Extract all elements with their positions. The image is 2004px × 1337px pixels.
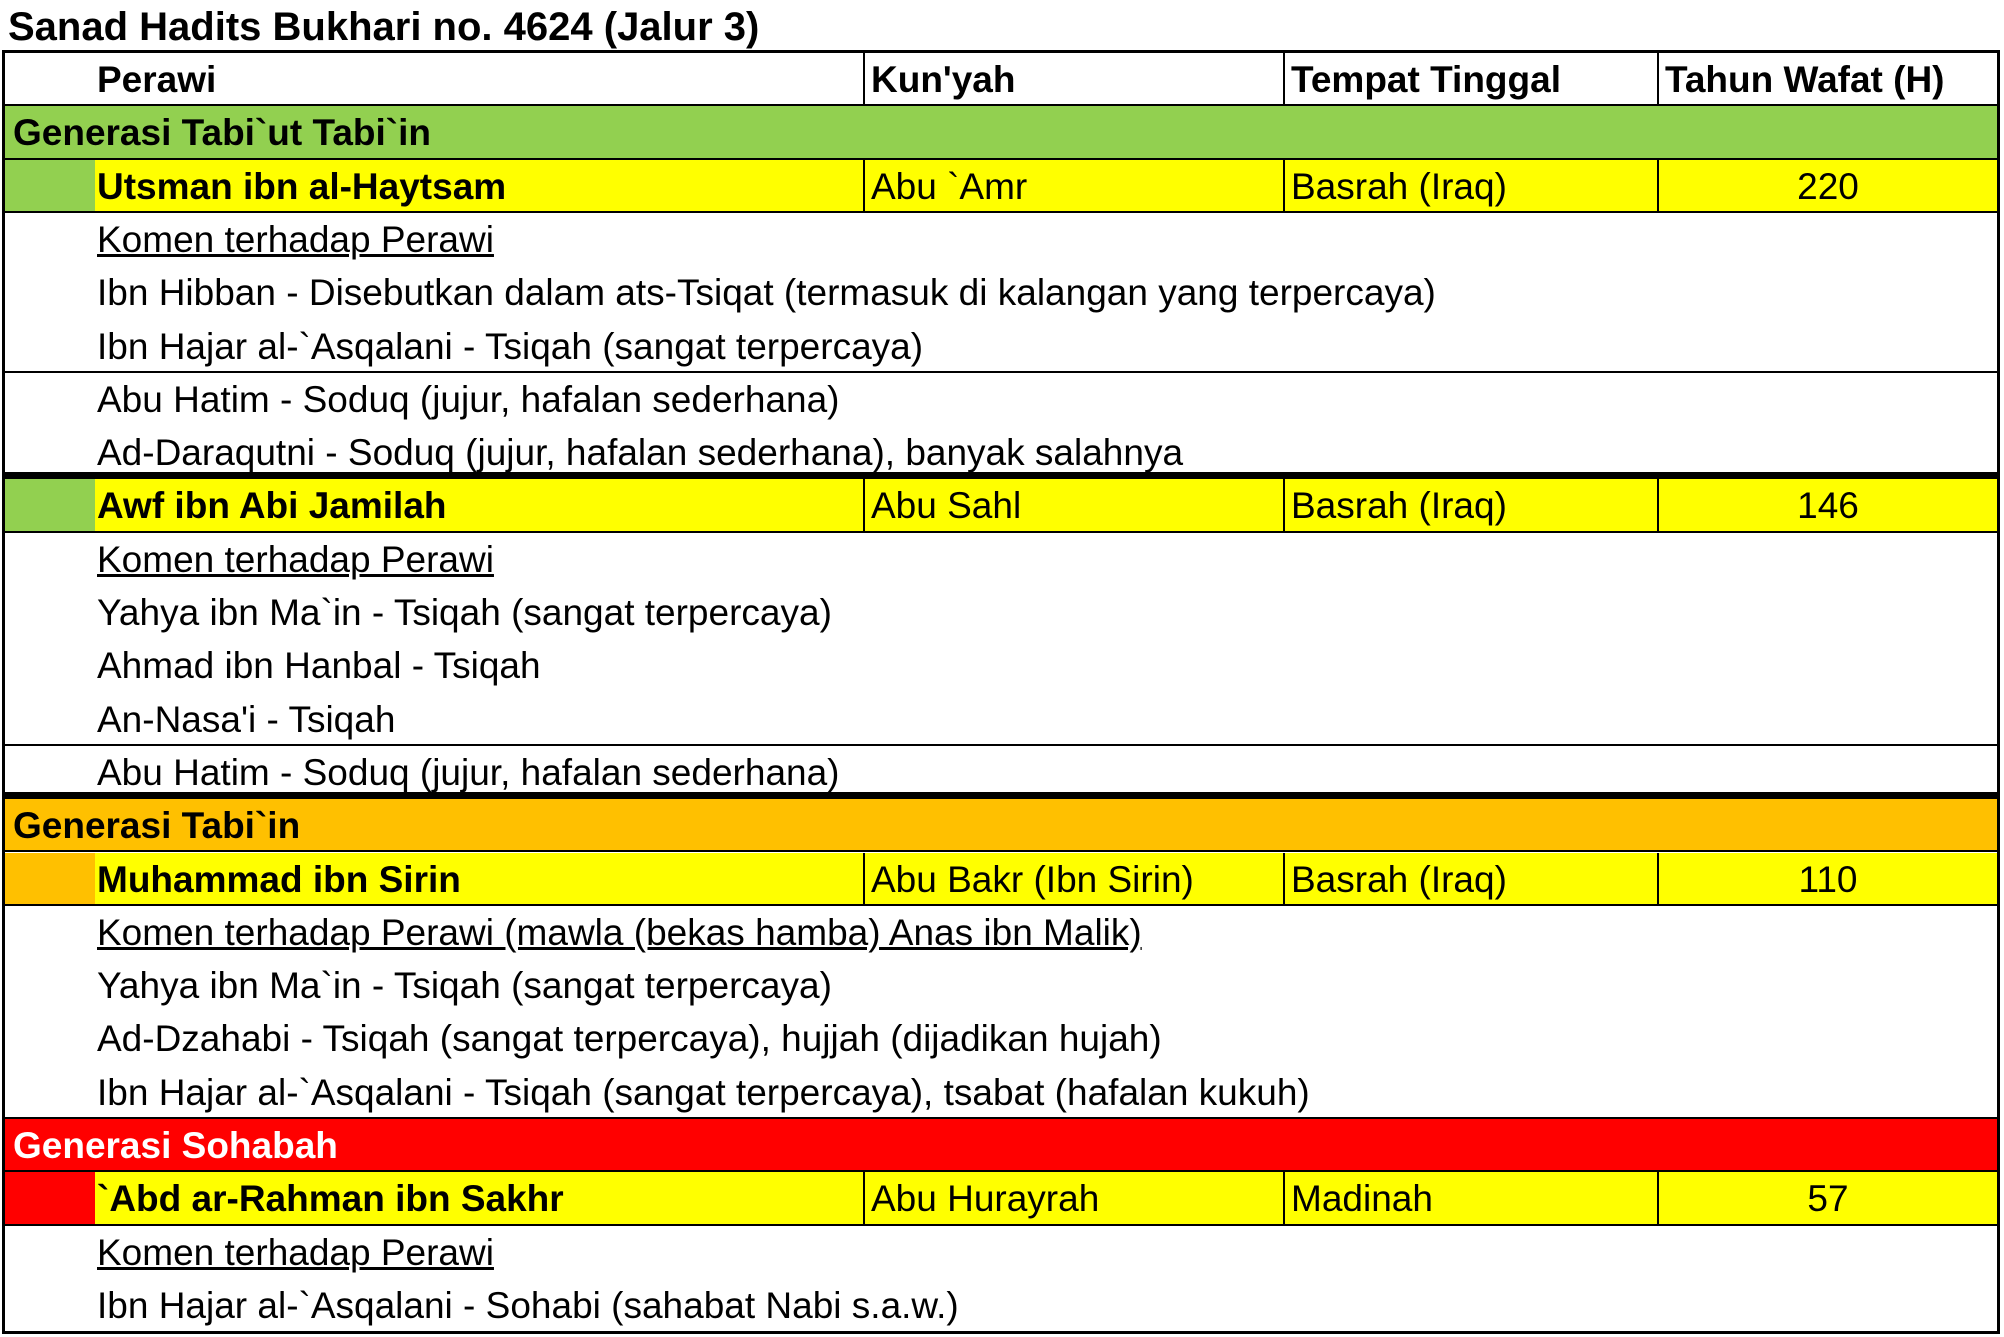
comment-line — [5, 746, 1997, 799]
generation-swatch — [5, 853, 95, 904]
narrator-row — [5, 1172, 1997, 1225]
narrator-tempat: Basrah (Iraq) — [1283, 479, 1657, 530]
comment-text: Yahya ibn Ma`in - Tsiqah (sangat terpercaya) — [97, 965, 832, 1007]
comment-line — [5, 320, 1997, 373]
generation-header-sohabah: Generasi Sohabah — [5, 1119, 1997, 1172]
comment-text: Abu Hatim - Soduq (jujur, hafalan sederhana) — [97, 378, 840, 420]
comment-line — [5, 586, 1997, 639]
comment-line — [5, 1279, 1997, 1332]
comment-text: Ibn Hajar al-`Asqalani - Tsiqah (sangat terpercaya) — [97, 325, 924, 367]
comment-text: Ibn Hajar al-`Asqalani - Tsiqah (sangat terpercaya), tsabat (hafalan kukuh) — [97, 1071, 1310, 1113]
comment-header — [5, 1226, 1997, 1279]
comment-header-text: Komen terhadap Perawi — [97, 1231, 494, 1273]
comment-header-text: Komen terhadap Perawi — [97, 538, 494, 580]
comment-line — [5, 266, 1997, 319]
generation-swatch — [5, 479, 95, 530]
generation-header-tabiut-tabiin: Generasi Tabi`ut Tabi`in — [5, 106, 1997, 159]
comment-line — [5, 373, 1997, 426]
narrator-row — [5, 479, 1997, 532]
page-title: Sanad Hadits Bukhari no. 4624 (Jalur 3) — [8, 5, 760, 49]
generation-header-tabiin: Generasi Tabi`in — [5, 799, 1997, 852]
narrator-row — [5, 160, 1997, 213]
narrator-name: Awf ibn Abi Jamilah — [97, 485, 447, 527]
comment-line — [5, 1012, 1997, 1065]
narrator-tahun-wafat: 220 — [1657, 160, 1997, 211]
narrator-tempat: Basrah (Iraq) — [1283, 160, 1657, 211]
sanad-table — [2, 50, 2000, 1334]
table-header-row — [5, 53, 1997, 106]
narrator-kunyah: Abu Sahl — [863, 479, 1283, 530]
comment-text: Ibn Hibban - Disebutkan dalam ats-Tsiqat (termasuk di kalangan yang terpercaya) — [97, 272, 1436, 314]
comment-text: Ahmad ibn Hanbal - Tsiqah — [97, 645, 541, 687]
column-header-kunyah: Kun'yah — [863, 53, 1283, 104]
comment-line — [5, 959, 1997, 1012]
narrator-name: Muhammad ibn Sirin — [97, 858, 461, 900]
narrator-tahun-wafat: 146 — [1657, 479, 1997, 530]
narrator-kunyah: Abu `Amr — [863, 160, 1283, 211]
comment-line — [5, 1066, 1997, 1119]
narrator-tempat: Basrah (Iraq) — [1283, 853, 1657, 904]
comment-header — [5, 533, 1997, 586]
comment-header-text: Komen terhadap Perawi — [97, 218, 494, 260]
narrator-kunyah: Abu Bakr (Ibn Sirin) — [863, 853, 1283, 904]
comment-line — [5, 426, 1997, 479]
column-header-perawi: Perawi — [97, 59, 217, 100]
comment-text: Ad-Daraqutni - Soduq (jujur, hafalan sederhana), banyak salahnya — [97, 432, 1184, 473]
column-header-tahun: Tahun Wafat (H) — [1657, 53, 1997, 104]
comment-header — [5, 906, 1997, 959]
narrator-name: Utsman ibn al-Haytsam — [97, 165, 507, 207]
narrator-tahun-wafat: 57 — [1657, 1172, 1997, 1223]
narrator-kunyah: Abu Hurayrah — [863, 1172, 1283, 1223]
comment-text: Ad-Dzahabi - Tsiqah (sangat terpercaya), hujjah (dijadikan hujah) — [97, 1018, 1162, 1060]
generation-swatch — [5, 1172, 95, 1223]
comment-text: Yahya ibn Ma`in - Tsiqah (sangat terpercaya) — [97, 592, 832, 633]
comment-header-text: Komen terhadap Perawi (mawla (bekas hamba) Anas ibn Malik) — [97, 911, 1142, 953]
narrator-row — [5, 853, 1997, 906]
narrator-tempat: Madinah — [1283, 1172, 1657, 1223]
comment-header — [5, 213, 1997, 266]
comment-text: Ibn Hajar al-`Asqalani - Sohabi (sahabat Nabi s.a.w.) — [97, 1284, 959, 1326]
generation-swatch — [5, 160, 95, 211]
comment-line — [5, 693, 1997, 746]
narrator-name: `Abd ar-Rahman ibn Sakhr — [97, 1178, 564, 1220]
narrator-tahun-wafat: 110 — [1657, 853, 1997, 904]
comment-text: An-Nasa'i - Tsiqah — [97, 698, 396, 740]
comment-line — [5, 639, 1997, 692]
comment-text: Abu Hatim - Soduq (jujur, hafalan sederhana) — [97, 751, 840, 793]
column-header-tempat: Tempat Tinggal — [1283, 53, 1657, 104]
